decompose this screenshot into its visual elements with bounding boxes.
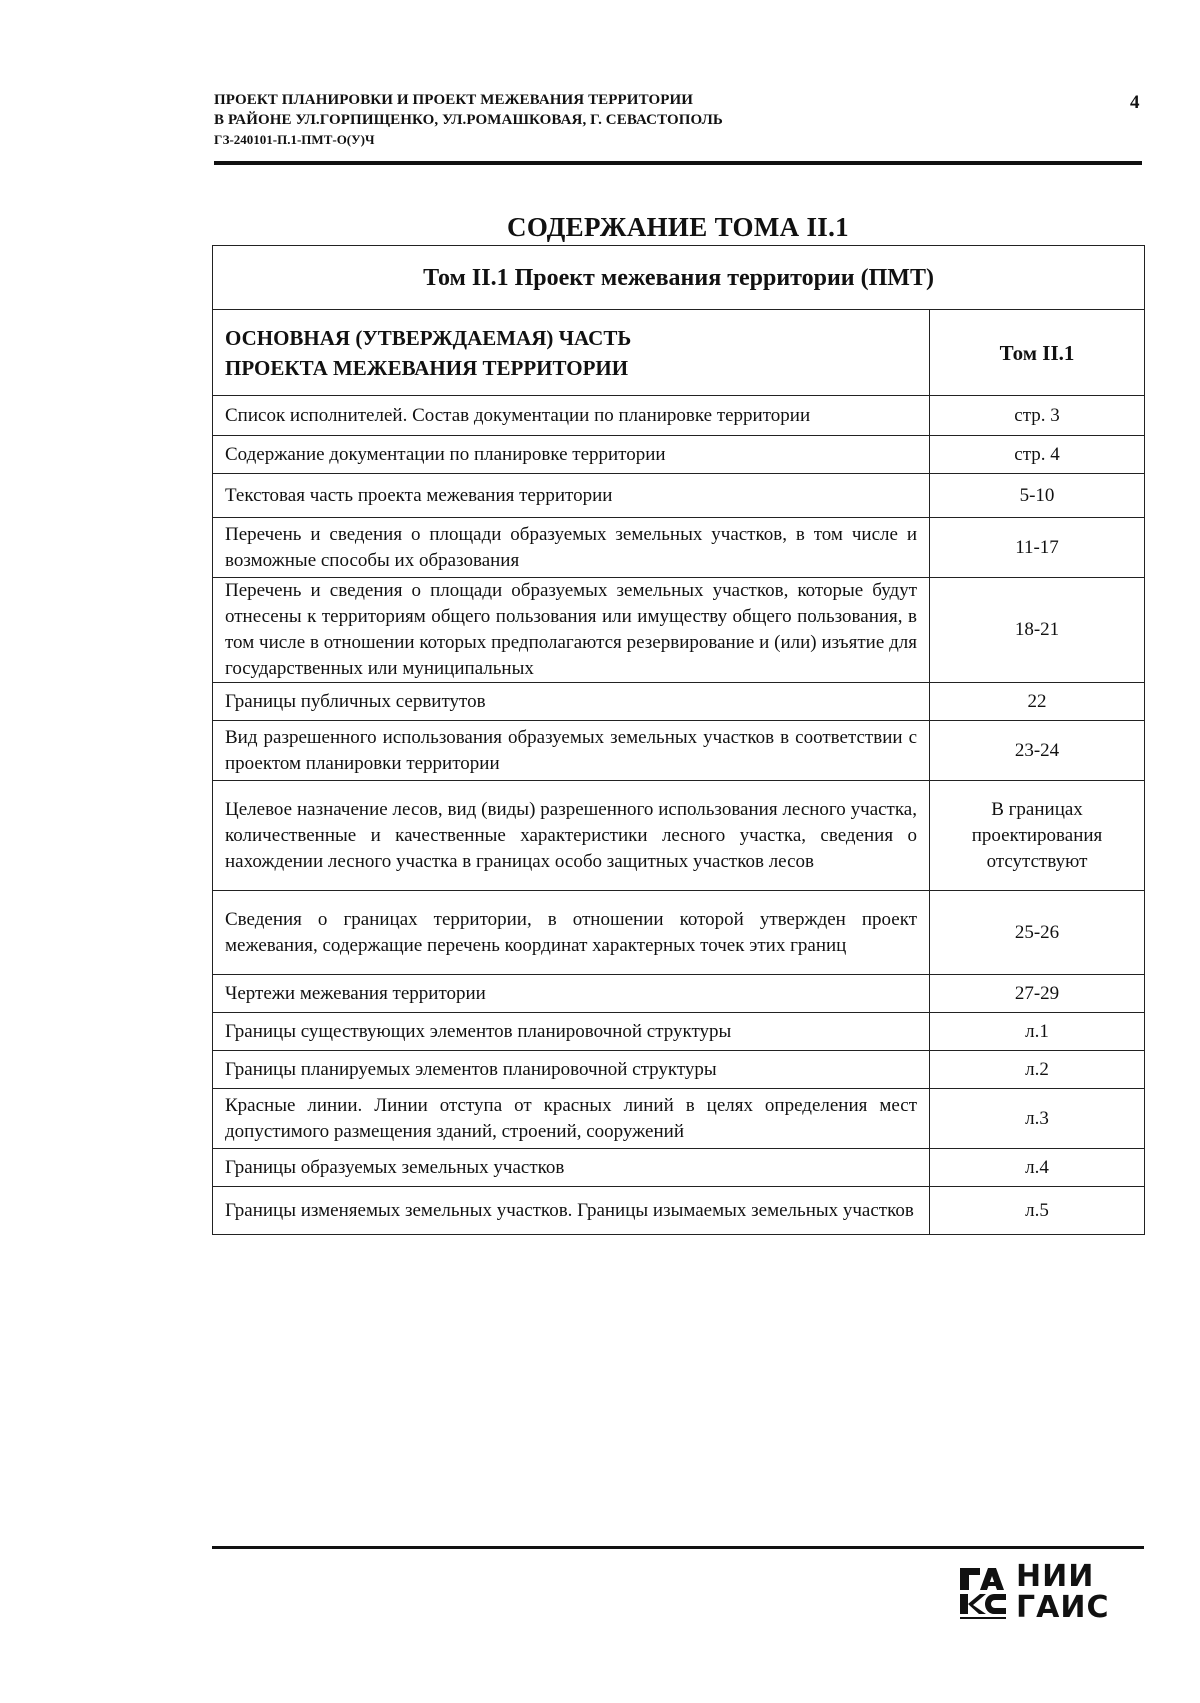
row-description: Сведения о границах территории, в отношении которой утвержден проект межевания, содержащие перечень координат характерных точек этих границ (213, 891, 930, 975)
row-description: Список исполнителей. Состав документации по планировке территории (213, 396, 930, 436)
document-header (214, 90, 1154, 150)
footer-divider (212, 1546, 1144, 1549)
row-page-ref: 5-10 (930, 474, 1145, 518)
table-row (213, 518, 1145, 578)
row-description: Вид разрешенного использования образуемых земельных участков в соответствии с проектом планировки территории (213, 721, 930, 781)
header-document-code: ГЗ-240101-П.1-ПМТ-О(У)Ч (214, 132, 375, 147)
row-description: Чертежи межевания территории (213, 975, 930, 1013)
row-page-ref: л.1 (930, 1013, 1145, 1051)
table-row (213, 1051, 1145, 1089)
row-description: Перечень и сведения о площади образуемых земельных участков, в том числе и возможные способы их образования (213, 518, 930, 578)
table-row (213, 975, 1145, 1013)
row-page-ref: 23-24 (930, 721, 1145, 781)
row-description: Границы образуемых земельных участков (213, 1149, 930, 1187)
volume-title: Том II.1 Проект межевания территории (ПМТ) (213, 246, 1145, 310)
row-description: Перечень и сведения о площади образуемых земельных участков, которые будут отнесены к территориям общего пользования или имуществу общего пользования, в том числе в отношении которых предполагаются резервирование и (или) изъятие для государственных или муниципальных (213, 578, 930, 683)
row-page-ref: В границах проектирования отсутствуют (930, 781, 1145, 891)
table-row (213, 578, 1145, 683)
table-row (213, 891, 1145, 975)
row-page-ref: 11-17 (930, 518, 1145, 578)
page-number: 4 (1130, 92, 1140, 113)
row-page-ref: 18-21 (930, 578, 1145, 683)
table-row (213, 396, 1145, 436)
row-page-ref: л.5 (930, 1187, 1145, 1235)
row-description: Границы планируемых элементов планировочной структуры (213, 1051, 930, 1089)
row-description: Границы существующих элементов планировочной структуры (213, 1013, 930, 1051)
section-header-row (213, 310, 1145, 396)
row-page-ref: 22 (930, 683, 1145, 721)
row-page-ref: стр. 4 (930, 436, 1145, 474)
table-row (213, 781, 1145, 891)
row-description: Текстовая часть проекта межевания территории (213, 474, 930, 518)
row-page-ref: л.2 (930, 1051, 1145, 1089)
gais-emblem-icon (958, 1564, 1012, 1622)
nii-gais-logo (958, 1559, 1138, 1625)
row-description: Границы публичных сервитутов (213, 683, 930, 721)
row-page-ref: 27-29 (930, 975, 1145, 1013)
table-row (213, 474, 1145, 518)
logo-line-gais: ГАИС (1016, 1590, 1110, 1625)
table-row (213, 436, 1145, 474)
section-volume: Том II.1 (930, 310, 1145, 396)
row-description: Красные линии. Линии отступа от красных линий в целях определения мест допустимого размещения зданий, строений, сооружений (213, 1089, 930, 1149)
table-row (213, 1089, 1145, 1149)
row-description: Содержание документации по планировке территории (213, 436, 930, 474)
row-page-ref: л.4 (930, 1149, 1145, 1187)
table-row (213, 1187, 1145, 1235)
row-page-ref: 25-26 (930, 891, 1145, 975)
row-page-ref: л.3 (930, 1089, 1145, 1149)
table-row (213, 683, 1145, 721)
table-row (213, 721, 1145, 781)
logo-line-nii: НИИ (1016, 1559, 1095, 1594)
header-project-title: ПРОЕКТ ПЛАНИРОВКИ И ПРОЕКТ МЕЖЕВАНИЯ ТЕРРИТОРИИ (214, 92, 694, 108)
row-page-ref: стр. 3 (930, 396, 1145, 436)
header-divider (214, 161, 1142, 165)
page-title: СОДЕРЖАНИЕ ТОМА II.1 (507, 212, 849, 242)
table-row (213, 1013, 1145, 1051)
section-title: ОСНОВНАЯ (УТВЕРЖДАЕМАЯ) ЧАСТЬ ПРОЕКТА МЕЖЕВАНИЯ ТЕРРИТОРИИ (213, 310, 930, 396)
row-description: Границы изменяемых земельных участков. Границы изымаемых земельных участков (213, 1187, 930, 1235)
header-location: В РАЙОНЕ УЛ.ГОРПИЩЕНКО, УЛ.РОМАШКОВАЯ, Г. СЕВАСТОПОЛЬ (214, 112, 723, 128)
row-description: Целевое назначение лесов, вид (виды) разрешенного использования лесного участка, количественные и качественные характеристики лесного участка, сведения о нахождении лесного участка в границах особо защитных участков лесов (213, 781, 930, 891)
contents-table (212, 245, 1145, 1235)
volume-title-row (213, 246, 1145, 310)
table-row (213, 1149, 1145, 1187)
logo-wordmark (1016, 1559, 1110, 1625)
